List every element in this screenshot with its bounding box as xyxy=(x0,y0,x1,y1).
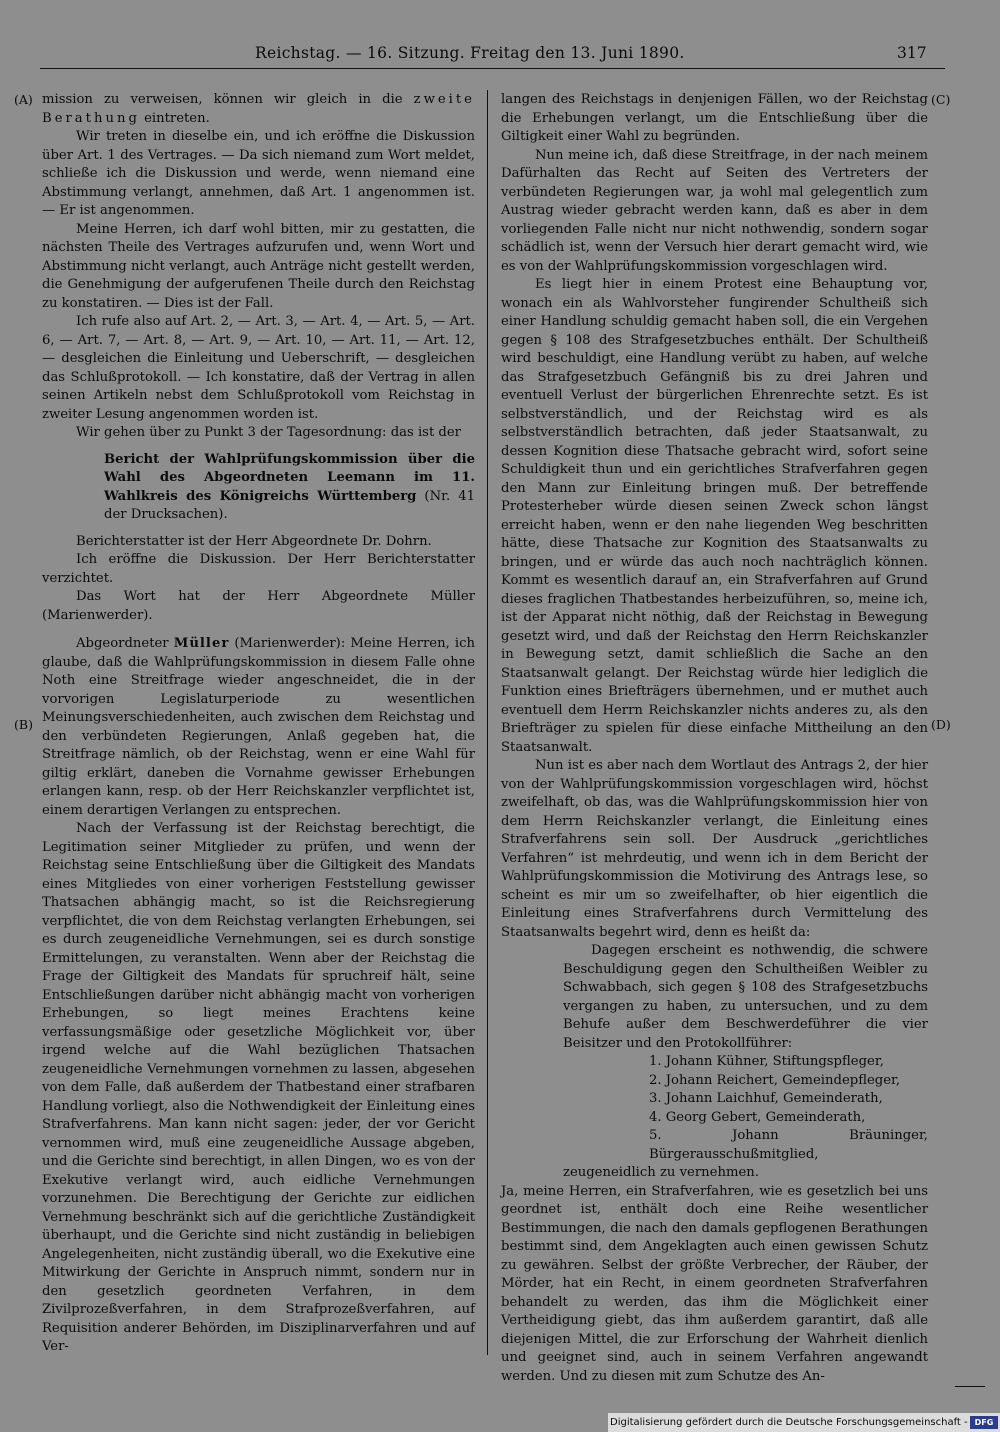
paragraph: Nun ist es aber nach dem Wortlaut des Antrags 2, der hier von der Wahlprüfungskommission vorgeschlagen wird, höchst zweifelhaft, ob das, was die Wahlprüfungskommission hier von dem Herrn Reichskanzler verlangt, die Einleitung eines Strafverfahrens sein soll. Der Ausdruck „gerichtliches Verfahren“ ist mehrdeutig, und wenn ich in dem Bericht der Wahlprüfungskommission die Motivirung des Antrags lese, so scheint es mir um so zweifelhafter, ob hier eigentlich die Einleitung eines Strafverfahrens durch Vermittelung des Staatsanwalts begehrt wird, denn es heißt da: xyxy=(501,758,928,940)
page-number: 317 xyxy=(897,44,927,62)
witness-list xyxy=(563,1053,928,1164)
dfg-logo: DFG xyxy=(970,1416,998,1429)
margin-mark-c: (C) xyxy=(931,92,951,107)
speaker-name: Müller xyxy=(173,636,230,651)
page-header xyxy=(0,44,1000,74)
quote-text: Dagegen erscheint es nothwendig, die schwere Beschuldigung gegen den Schultheißen Weibler zu Schwabbach, sich gegen § 108 des Strafgesetzbuchs vergangen zu haben, zu untersuchen, und zu dem Behufe außer dem Beschwerdeführer die vier Beisitzer und den Protokollführer: xyxy=(563,943,928,1051)
paragraph: Berichterstatter ist der Herr Abgeordnete Dr. Dohrn. xyxy=(76,533,432,549)
list-item: 3. Johann Laichhuf, Gemeinderath, xyxy=(649,1091,883,1106)
paragraph: Wir gehen über zu Punkt 3 der Tagesordnung: das ist der xyxy=(76,425,461,440)
list-item: 4. Georg Gebert, Gemeinderath, xyxy=(649,1109,866,1125)
column-divider xyxy=(487,90,488,1355)
paragraph: Nach der Verfassung ist der Reichstag berechtigt, die Legitimation seiner Mitglieder zu prüfen, und wenn der Reichstag seine Entschließung über die Giltigkeit des Mandats eines Mitgliedes von einer vorherigen Feststellung gewisser Thatsachen abhängig macht, so ist die Reichsregierung verpflichtet, die von dem Reichstag verlangten Erhebungen, sei es durch zeugeneidliche Vernehmungen, sei es durch sonstige Ermittelungen, zu veranstalten. Wenn aber der Reichstag die Frage der Giltigkeit des Mandats für spruchreif hält, seine Entschließungen darüber nicht abhängig macht von vorherigen Erhebungen, so liegt meines Erachtens keine verfassungsmäßige oder gesetzliche Möglichkeit vor, über irgend welche auf die Wahl bezüglichen Thatsachen zeugeneidliche Vernehmungen vornehmen zu lassen, abgesehen von dem Falle, daß außerdem der Thatbestand einer strafbaren Handlung vorliegt, also die Nothwendigkeit der Einleitung eines Strafverfahrens. Man kann nicht sagen: jeder, der vor Gericht vernommen wird, muß eine zeugeneidliche Aussage abgeben, und die Gerichte sind berechtigt, in allen Dingen, wo es von der Exekutive verlangt wird, auch eidliche Vernehmungen vorzunehmen. Die Berechtigung der Gerichte zur eidlichen Vernehmung beschränkt sich auf die gerichtliche Zuständigkeit überhaupt, und die Gerichte sind nicht zuständig in beliebigen Angelegenheiten, nicht zuständig überall, wo die Exekutive eine Mitwirkung der Gerichte in Anspruch nimmt, sondern nur in den gesetzlich geordneten Verfahren, in dem Zivilprozeßverfahren, in dem Strafprozeßverfahren, auf Requisition anderer Behörden, im Disziplinarverfahren und auf Ver- xyxy=(42,821,475,1354)
paragraph: Ja, meine Herren, ein Strafverfahren, wie es gesetzlich bei uns geordnet ist, enthält doch eine Reihe wesentlicher Bestimmungen, die nach den damals gepflogenen Berathungen bestimmt sind, dem Angeklagten auch einen gewissen Schutz zu gewähren. Selbst der größte Verbrecher, der Räuber, der Mörder, hat ein Recht, in einem geordneten Strafverfahren behandelt zu werden, das ihm die Möglichkeit einer Vertheidigung giebt, das ihm außerdem garantirt, daß alle diejenigen Mittel, die zur Erforschung der Wahrheit dienlich und geeignet sind, auch in seinem Verfahren angewandt werden. Und zu diesen mit zum Schutze des An- xyxy=(501,1183,928,1384)
paragraph: mission zu verweisen, können wir gleich in die zweite Berathung eintreten. xyxy=(42,92,475,126)
footer-text: Digitalisierung gefördert durch die Deutsche Forschungsgemeinschaft - xyxy=(610,1417,968,1428)
quote-end: zeugeneidlich zu vernehmen. xyxy=(563,1165,759,1180)
margin-mark-d: (D) xyxy=(931,717,951,732)
running-title: Reichstag. — 16. Sitzung. Freitag den 13. Juni 1890. xyxy=(255,44,685,62)
paragraph: Das Wort hat der Herr Abgeordnete Müller (Marienwerder). xyxy=(42,589,475,623)
agenda-heading: Bericht der Wahlprüfungskommission über die Wahl des Abgeordneten Leemann im 11. Wahlkreis des Königreichs Württemberg (Nr. 41 der Drucksachen). xyxy=(104,451,475,522)
paragraph: Nun meine ich, daß diese Streitfrage, in der nach meinem Dafürhalten das Recht auf Seiten des Vertreters der verbündeten Regierungen war, ja wohl mal gelegentlich zum Austrag wieder gebracht werden kann, daß es aber in dem vorliegenden Falle nicht nur nicht nothwendig, sondern sogar schädlich ist, wenn der Versuch hier derart gemacht wird, wie es von der Wahlprüfungskommission vorgeschlagen wird. xyxy=(501,147,928,274)
left-column xyxy=(42,91,475,1357)
margin-mark-b: (B) xyxy=(14,717,33,732)
quotation xyxy=(563,942,928,1183)
right-column xyxy=(501,91,928,1386)
header-rule xyxy=(40,68,945,69)
paragraph: Es liegt hier in einem Protest eine Behauptung vor, wonach ein als Wahlvorsteher fungirender Schultheiß sich einer Handlung schuldig gemacht haben soll, die ein Vergehen gegen § 108 des Strafgesetzbuches enthält. Der Schultheiß wird beschuldigt, eine Handlung verübt zu haben, auf welche das Strafgesetzbuch Gefängniß bis zu drei Jahren und eventuell Verlust der bürgerlichen Ehrenrechte setzt. Es ist selbstverständlich, und der Reichstag wird es als selbstverständlich betrachten, daß jeder Staatsanwalt, zu dessen Kognition diese Thatsache gebracht wird, sofort seine Schuldigkeit thun und ein gerichtliches Strafverfahren gegen den Mann zur Einleitung bringen muß. Der betreffende Protesterheber würde diesen seinen Zweck schon längst erreicht haben, wenn er den nahe liegenden Weg beschritten hätte, diese Thatsache zur Kognition des Staatsanwalts zu bringen, und er würde das auch noch nachträglich können. Kommt es wesentlich darauf an, ein Strafverfahren auf Grund dieses fraglichen Thatbestandes herbeizuführen, so, meine ich, ist der Apparat nicht nöthig, daß der Reichstag in Bewegung gesetzt wird, und daß der Reichstag den Herrn Reichskanzler in Bewegung setzt, damit schließlich die Sache an den Staatsanwalt gelangt. Der Reichstag würde hier lediglich die Funktion eines Briefträgers übernehmen, und er muthet auch eventuell dem Herrn Reichskanzler nichts anderes zu, als den Briefträger zu spielen für diese einfache Mittheilung an den Staatsanwalt. xyxy=(501,277,928,755)
margin-mark-a: (A) xyxy=(14,92,33,107)
paragraph: Ich rufe also auf Art. 2, — Art. 3, — Art. 4, — Art. 5, — Art. 6, — Art. 7, — Art. 8, — Art. 9, — Art. 10, — Art. 11, — Art. 12, — desgleichen die Einleitung und Ueberschrift, — desgleichen das Schlußprotokoll. — Ich konstatire, daß der Vertrag in allen seinen Artikeln nebst dem Schlußprotokoll vom Reichstag in zweiter Lesung angenommen worden ist. xyxy=(42,314,475,422)
paragraph: Wir treten in dieselbe ein, und ich eröffne die Diskussion über Art. 1 des Vertrages. — Da sich niemand zum Wort meldet, schließe ich die Diskussion und werde, wenn niemand eine Abstimmung verlangt, annehmen, daß Art. 1 angenommen ist. — Er ist angenommen. xyxy=(42,129,475,218)
digitization-footer xyxy=(608,1413,1000,1432)
page-end-rule xyxy=(955,1386,985,1387)
list-item: 1. Johann Kühner, Stiftungspfleger, xyxy=(649,1054,884,1069)
list-item: 2. Johann Reichert, Gemeindepfleger, xyxy=(649,1072,901,1088)
paragraph: Meine Herren, ich darf wohl bitten, mir zu gestatten, die nächsten Theile des Vertrages aufzurufen und, wenn Wort und Abstimmung nicht verlangt, auch Anträge nicht gestellt werden, die Genehmigung der aufgerufenen Theile durch den Reichstag zu konstatiren. — Dies ist der Fall. xyxy=(42,221,475,311)
paragraph: Ich eröffne die Diskussion. Der Herr Berichterstatter verzichtet. xyxy=(42,552,475,586)
list-item: 5. Johann Bräuninger, Bürgerausschußmitglied, xyxy=(649,1128,928,1162)
speech-paragraph: Abgeordneter Müller (Marienwerder): Meine Herren, ich glaube, daß die Wahlprüfungskommission in diesem Falle ohne Noth eine Streitfrage wieder angeschneidet, die in der vorvorigen Legislaturperiode zu wesentlichen Meinungsverschiedenheiten, auch zwischen dem Reichstag und den verbündeten Regierungen, Anlaß gegeben hat, die Streitfrage nämlich, ob der Reichstag, wenn er eine Wahl für giltig erklärt, daneben die Vornahme gewisser Erhebungen erlangen kann, resp. ob der Herr Reichskanzler verpflichtet ist, einem derartigen Verlangen zu entsprechen. xyxy=(42,636,475,818)
paragraph: langen des Reichstags in denjenigen Fällen, wo der Reichstag die Erhebungen verlangt, um die Entschließung über die Giltigkeit einer Wahl zu begründen. xyxy=(501,92,928,144)
